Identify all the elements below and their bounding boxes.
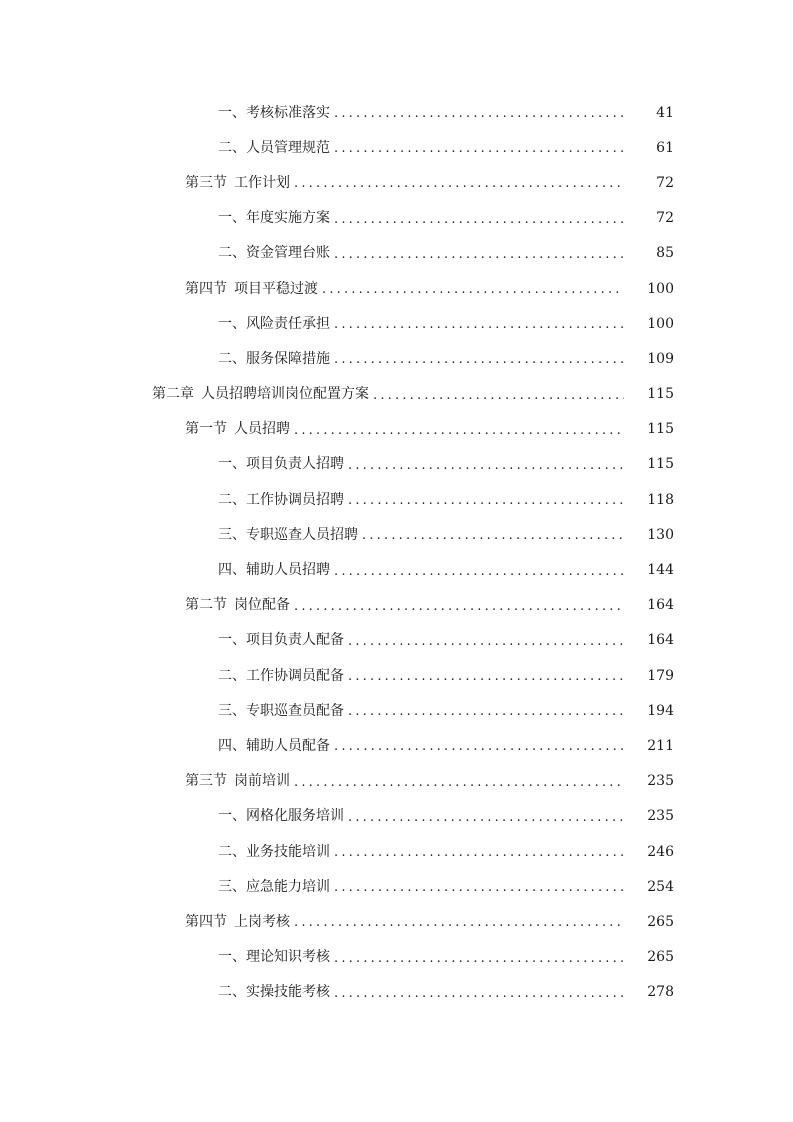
toc-entry[interactable] <box>0 764 793 799</box>
toc-entry-page-number: 211 <box>647 737 674 754</box>
toc-entry-number: 一、 <box>218 632 246 649</box>
toc-entry[interactable] <box>0 799 793 834</box>
toc-entry[interactable] <box>0 412 793 447</box>
toc-entry-title: 人员管理规范 <box>246 139 330 156</box>
toc-dot-leader <box>348 705 624 718</box>
toc-dot-leader <box>348 811 624 824</box>
toc-entry[interactable] <box>0 201 793 236</box>
toc-entry-page-number: 235 <box>647 808 674 825</box>
toc-entry-page-number: 100 <box>647 315 674 332</box>
toc-entry-number: 三、 <box>218 878 246 895</box>
toc-entry[interactable] <box>0 658 793 693</box>
toc-entry-number: 第四节 <box>185 913 227 930</box>
toc-dot-leader <box>348 494 624 507</box>
toc-entry-page-number: 265 <box>647 913 674 930</box>
toc-entry-page-number: 144 <box>647 562 674 579</box>
toc-dot-leader <box>294 177 624 190</box>
toc-entry-page-number: 109 <box>647 350 674 367</box>
toc-entry[interactable] <box>0 834 793 869</box>
toc-dot-leader <box>373 389 624 402</box>
toc-entry-title: 网格化服务培训 <box>246 808 344 825</box>
toc-entry-number: 第三节 <box>185 773 227 790</box>
toc-entry-number: 二、 <box>218 984 246 1001</box>
toc-entry-page-number: 115 <box>647 456 674 473</box>
toc-dot-leader <box>334 987 624 1000</box>
toc-entry-number: 一、 <box>218 949 246 966</box>
toc-dot-leader <box>334 846 624 859</box>
toc-entry-page-number: 130 <box>647 526 674 543</box>
toc-entry-title: 年度实施方案 <box>246 210 330 227</box>
toc-entry-title: 人员招聘 <box>234 421 290 438</box>
toc-entry-title: 专职巡查员配备 <box>246 702 344 719</box>
toc-entry-page-number: 265 <box>647 949 674 966</box>
toc-entry-page-number: 85 <box>656 245 674 262</box>
toc-entry[interactable] <box>0 341 793 376</box>
toc-entry-number: 第二章 <box>152 386 194 403</box>
toc-entry-title: 实操技能考核 <box>246 984 330 1001</box>
toc-entry-page-number: 115 <box>647 421 674 438</box>
toc-entry[interactable] <box>0 552 793 587</box>
toc-entry[interactable] <box>0 165 793 200</box>
toc-entry[interactable] <box>0 728 793 763</box>
toc-entry-number: 二、 <box>218 245 246 262</box>
toc-entry-page-number: 254 <box>647 878 674 895</box>
toc-entry[interactable] <box>0 623 793 658</box>
toc-entry-page-number: 278 <box>647 984 674 1001</box>
toc-entry[interactable] <box>0 306 793 341</box>
toc-entry-number: 一、 <box>218 210 246 227</box>
toc-dot-leader <box>348 635 624 648</box>
toc-dot-leader <box>294 776 624 789</box>
toc-entry[interactable] <box>0 693 793 728</box>
toc-entry-title: 理论知识考核 <box>246 949 330 966</box>
toc-entry-title: 风险责任承担 <box>246 315 330 332</box>
toc-entry-page-number: 179 <box>647 667 674 684</box>
toc-entry-page-number: 194 <box>647 702 674 719</box>
toc-entry-title: 资金管理台账 <box>246 245 330 262</box>
toc-entry-title: 项目负责人招聘 <box>246 456 344 473</box>
toc-entry[interactable] <box>0 377 793 412</box>
toc-entry-number: 二、 <box>218 667 246 684</box>
toc-dot-leader <box>348 670 624 683</box>
toc-entry-number: 二、 <box>218 350 246 367</box>
toc-entry-title: 辅助人员配备 <box>246 737 330 754</box>
toc-entry-number: 第四节 <box>185 280 227 297</box>
toc-entry-title: 项目负责人配备 <box>246 632 344 649</box>
toc-entry-page-number: 72 <box>656 174 674 191</box>
toc-entry-page-number: 164 <box>647 597 674 614</box>
toc-dot-leader <box>334 318 624 331</box>
toc-dot-leader <box>334 881 624 894</box>
table-of-contents <box>0 95 793 1010</box>
toc-entry-number: 三、 <box>218 702 246 719</box>
toc-entry[interactable] <box>0 517 793 552</box>
toc-dot-leader <box>294 600 624 613</box>
toc-entry[interactable] <box>0 447 793 482</box>
toc-entry-title: 服务保障措施 <box>246 350 330 367</box>
toc-entry-number: 一、 <box>218 104 246 121</box>
toc-entry-page-number: 100 <box>647 280 674 297</box>
toc-entry[interactable] <box>0 940 793 975</box>
toc-dot-leader <box>334 565 624 578</box>
toc-dot-leader <box>294 424 624 437</box>
toc-entry-number: 四、 <box>218 737 246 754</box>
toc-entry-title: 辅助人员招聘 <box>246 562 330 579</box>
toc-entry-title: 考核标准落实 <box>246 104 330 121</box>
toc-entry-title: 工作协调员招聘 <box>246 491 344 508</box>
toc-entry-page-number: 164 <box>647 632 674 649</box>
toc-dot-leader <box>334 107 624 120</box>
toc-entry-page-number: 61 <box>656 139 674 156</box>
toc-dot-leader <box>334 213 624 226</box>
toc-dot-leader <box>334 248 624 261</box>
toc-entry-title: 工作协调员配备 <box>246 667 344 684</box>
toc-dot-leader <box>334 353 624 366</box>
toc-dot-leader <box>334 952 624 965</box>
toc-entry-number: 二、 <box>218 491 246 508</box>
toc-entry-number: 二、 <box>218 843 246 860</box>
toc-entry[interactable] <box>0 271 793 306</box>
toc-entry-number: 四、 <box>218 562 246 579</box>
toc-entry[interactable] <box>0 130 793 165</box>
toc-entry-page-number: 72 <box>656 210 674 227</box>
toc-entry-number: 第一节 <box>185 421 227 438</box>
toc-entry-number: 第三节 <box>185 174 227 191</box>
toc-entry[interactable] <box>0 975 793 1010</box>
toc-entry-page-number: 246 <box>647 843 674 860</box>
toc-dot-leader <box>334 740 624 753</box>
toc-entry-title: 业务技能培训 <box>246 843 330 860</box>
toc-entry[interactable] <box>0 236 793 271</box>
toc-entry-number: 二、 <box>218 139 246 156</box>
toc-entry-number: 一、 <box>218 808 246 825</box>
toc-entry-number: 三、 <box>218 526 246 543</box>
toc-dot-leader <box>362 529 624 542</box>
toc-entry-number: 第二节 <box>185 597 227 614</box>
toc-entry[interactable] <box>0 869 793 904</box>
toc-entry-title: 项目平稳过渡 <box>234 280 318 297</box>
toc-entry-title: 工作计划 <box>234 174 290 191</box>
toc-entry[interactable] <box>0 904 793 939</box>
toc-entry-number: 一、 <box>218 456 246 473</box>
toc-entry-title: 上岗考核 <box>234 913 290 930</box>
toc-entry-page-number: 115 <box>647 386 674 403</box>
toc-entry[interactable] <box>0 95 793 130</box>
toc-entry-title: 岗前培训 <box>234 773 290 790</box>
toc-dot-leader <box>294 916 624 929</box>
toc-entry-number: 一、 <box>218 315 246 332</box>
toc-entry-title: 岗位配备 <box>234 597 290 614</box>
toc-entry-page-number: 118 <box>647 491 674 508</box>
toc-entry-page-number: 41 <box>656 104 674 121</box>
toc-entry-title: 专职巡查人员招聘 <box>246 526 358 543</box>
toc-entry[interactable] <box>0 482 793 517</box>
toc-dot-leader <box>348 459 624 472</box>
toc-dot-leader <box>334 142 624 155</box>
toc-entry-title: 人员招聘培训岗位配置方案 <box>201 386 369 403</box>
toc-dot-leader <box>322 283 624 296</box>
toc-entry-title: 应急能力培训 <box>246 878 330 895</box>
toc-entry-page-number: 235 <box>647 773 674 790</box>
toc-entry[interactable] <box>0 588 793 623</box>
